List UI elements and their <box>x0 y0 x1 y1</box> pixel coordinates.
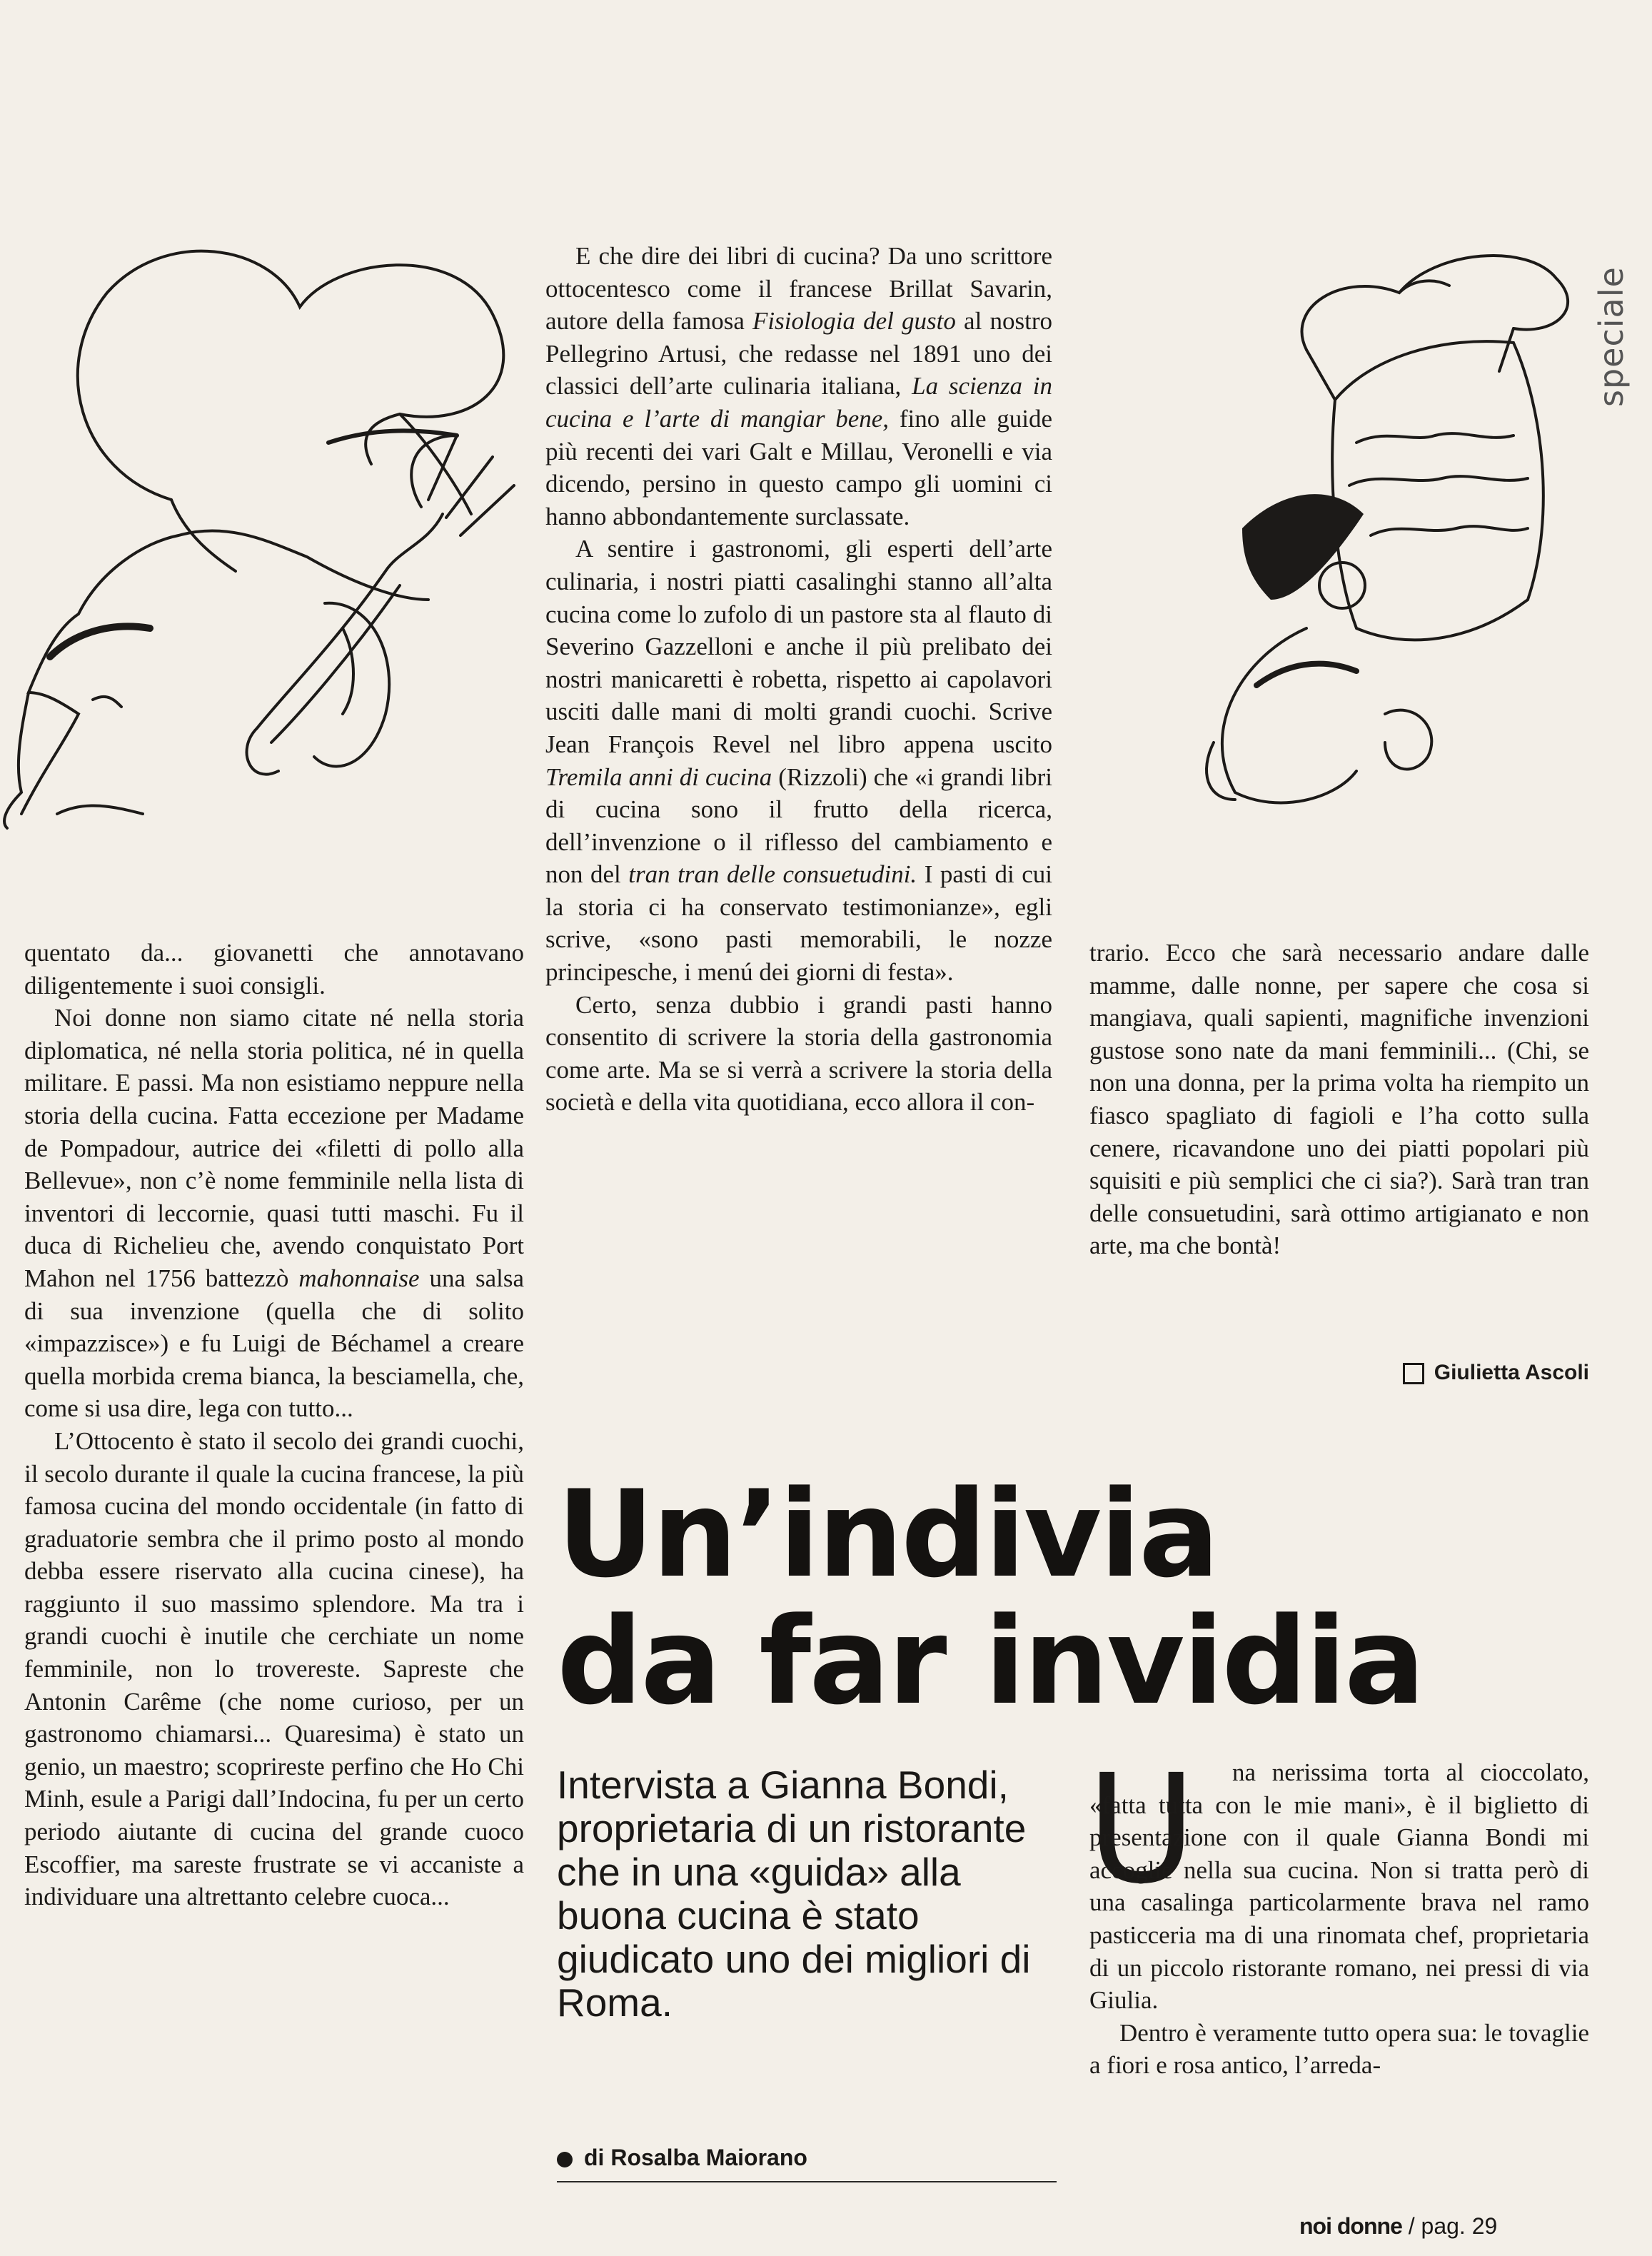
text-run: quentato da... giovanetti che annotavano diligentemente i suoi consigli. <box>24 939 524 999</box>
page-footer <box>1299 2213 1497 2240</box>
text-run: Noi donne non siamo citate né nella storia diplomatica, né nella storia politica, né in quella militare. E passi. Ma non esistiamo neppure nella storia della cucina. Fatta eccezione per Madame de Pompadour, autrice dei «filetti di pollo alla Bellevue», non c’è nome femminile nella lista di inventori di leccornie, quasi tutti maschi. Fu il duca di Richelieu che, avendo conquistato Port Mahon nel 1756 battezzò <box>24 1004 524 1292</box>
paragraph <box>545 989 1052 1119</box>
text-run: L’Ottocento è stato il secolo dei grandi cuochi, il secolo durante il quale la cucina francese, la più famosa cucina del mondo occidentale (in fatto di graduatorie sembra che il primo posto al mondo debba essere riservato alla cucina cinese), ha raggiunto il suo massimo splendore. Ma tra i grandi cuochi è inutile che cerchiate un nome femminile, non lo trovereste. Sapreste che Antonin Carême (che nome curioso, per un gastronomo chiamarsi... Quaresima) è stato un genio, un maestro; scoprireste perfino che Ho Chi Minh, esule a Parigi dall’Indocina, fu per un certo periodo aiutante di cucina del grande cuoco Escoffier, ma sareste frustrate se vi accaniste a individuare una altrettanto celebre cuoca... <box>24 1426 524 1911</box>
paragraph <box>24 937 524 1002</box>
paragraph <box>1089 937 1589 1262</box>
italic-title: Fisiologia del gusto <box>752 307 956 336</box>
paragraph <box>545 533 1052 988</box>
article2-body-column <box>1087 1742 1589 2082</box>
headline-line-2: da far invidia <box>557 1591 1424 1731</box>
paragraph <box>24 1425 524 1913</box>
text-run: E che dire dei libri di cucina? Da uno scrittore ottocentesco come il francese Brillat Savarin, autore della famosa <box>545 242 1052 336</box>
paragraph <box>1087 1742 1589 2017</box>
byline: di Rosalba Maiorano <box>557 2145 1057 2171</box>
article1-right-column <box>1089 937 1589 1262</box>
article1-left-column <box>24 937 524 1913</box>
page-number: 29 <box>1471 2213 1498 2239</box>
text-run: A sentire i gastronomi, gli esperti dell’arte culinaria, i nostri piatti casalinghi stanno all’alta cucina come lo zufolo di un pastore sta al flauto di Severino Gazzelloni e anche il più prelibato dei nostri manicaretti è robetta, rispetto ai capolavori usciti dalle mani di molti grandi cuochi. Scrive Jean François Revel nel libro appena uscito <box>545 535 1052 758</box>
text-run: al nostro Pellegrino Artusi, che redasse nel 1891 uno dei classici dell’arte culinaria italiana, <box>545 307 1052 401</box>
author-signature: Giulietta Ascoli <box>1403 1361 1589 1385</box>
italic-title: tran tran delle consuetudini. <box>628 860 917 889</box>
footer-separator: / <box>1408 2213 1415 2239</box>
paragraph <box>24 1002 524 1425</box>
italic-title: mahonnaise <box>298 1264 420 1292</box>
chef-with-tall-hat-illustration <box>1099 228 1599 814</box>
end-mark-square <box>1403 1363 1424 1384</box>
subtitle: Intervista a Gianna Bondi, proprietaria di un ristorante che in una «guida» alla buona cucina è stato giudicato uno dei migliori di Roma. <box>557 1763 1031 2025</box>
headline <box>557 1464 1449 1731</box>
magazine-name: noi donne <box>1299 2213 1402 2239</box>
headline-line-1: Un’indivia <box>557 1464 1218 1604</box>
text-run: Dentro è veramente tutto opera sua: le tovaglie a fiori e rosa antico, l’arreda- <box>1089 2018 1589 2080</box>
chef-with-fork-illustration <box>0 200 543 842</box>
text-run: trario. Ecco che sarà necessario andare dalle mamme, dalle nonne, per sapere che cosa si mangiava, quali sapienti, magnifiche invenzioni gustose sono nate da mani femminili... (Chi, se non una donna, per la prima volta ha riempito un fiasco spagliato di fagioli e l’ha cotto sulla cenere, ricavandone uno dei piatti popolari più squisiti e più semplici che ci sia?). Sarà tran tran delle consuetudini, sarà ottimo artigianato e non arte, ma che bontà! <box>1089 939 1589 1260</box>
text-run: I pasti di cui la storia ci ha conservato testimonianze», egli scrive, «sono pasti memorabili, le nozze principesche, i menú dei giorni di festa». <box>545 860 1052 987</box>
text-run: Certo, senza dubbio i grandi pasti hanno consentito di scrivere la storia della gastronomia come arte. Ma se si verrà a scrivere la storia della società e della vita quotidiana, ecco allora il con- <box>545 990 1052 1117</box>
paragraph <box>1089 2017 1589 2082</box>
byline-rule <box>557 2181 1057 2182</box>
drop-cap: U <box>1087 1742 1197 1917</box>
text-run: una salsa di sua invenzione (quella che di solito «impazzisce») e fu Luigi de Béchamel a creare quella morbida crema bianca, la besciamella, che, come si usa dire, lega con tutto... <box>24 1264 524 1423</box>
text-run: na nerissima torta al cioccolato, «fatta tutta con le mie mani», è il biglietto di presentazione con il quale Gianna Bondi mi accoglie nella sua cucina. Non si tratta però di una casalinga particolarmente brava nel ramo pasticceria ma di una rinomata chef, proprietaria di un piccolo ristorante romano, nei pressi di via Giulia. <box>1089 1758 1589 2015</box>
page-label: pag. <box>1421 2213 1466 2239</box>
text-run: fino alle guide più recenti dei vari Galt e Millau, Veronelli e via dicendo, persino in questo campo gli uomini ci hanno abbondantemente surclassate. <box>545 404 1052 530</box>
italic-title: Tremila anni di cucina <box>545 762 772 791</box>
article1-center-column <box>545 240 1052 1119</box>
italic-title: La scienza in cucina e l’arte di mangiar bene, <box>545 372 1052 433</box>
bullet-icon <box>557 2152 573 2167</box>
text-run: (Rizzoli) che «i grandi libri di cucina sono il frutto della ricerca, dell’invenzione o il riflesso del cambiamento e non del <box>545 762 1052 889</box>
paragraph <box>545 240 1052 533</box>
section-label: speciale <box>1592 266 1631 407</box>
